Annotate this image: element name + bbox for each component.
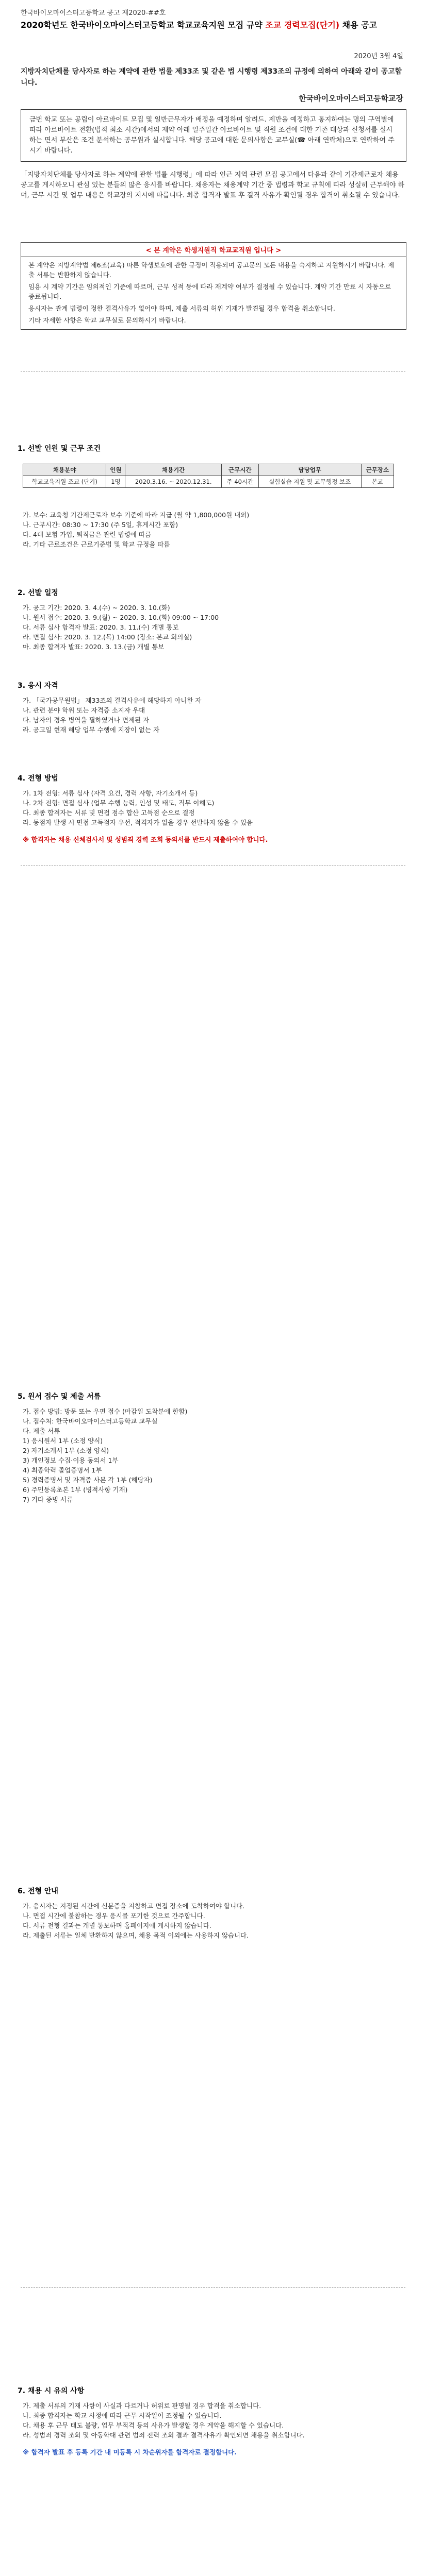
table-cell: 1명 <box>106 476 125 488</box>
table-header-cell: 근무장소 <box>361 464 394 476</box>
table-header-cell: 채용기간 <box>125 464 222 476</box>
conditions-text: 가. 보수: 교육청 기간제근로자 보수 기준에 따라 지급 (월 약 1,800,000원 내외) 나. 근무시간: 08:30 ~ 17:30 (주 5일, 휴게시간 포함) 다. 4대 보험 가입, 퇴직금은 관련 법령에 따름 라. 기타 근로조건은 근로기준법 및 학교 규정을 따름 <box>23 511 250 548</box>
section-heading-4: 4. 전형 방법 <box>18 774 58 783</box>
precautions-text: 가. 제출 서류의 기재 사항이 사실과 다르거나 허위로 판명될 경우 합격을 취소합니다. 나. 최종 합격자는 학교 사정에 따라 근무 시작일이 조정될 수 있습니다. 다. 채용 후 근무 태도 불량, 업무 부적격 등의 사유가 발생할 경우 계약을 해지할 수 있습니다. 라. 성범죄 경력 조회 및 아동학대 관련 범죄 전력 조회 결과 결격사유가 확인되면 채용을 취소합니다. <box>23 2402 305 2439</box>
section-heading-2: 2. 선발 일정 <box>18 589 58 597</box>
eligibility-text: 가. 「국가공무원법」 제33조의 결격사유에 해당하지 아니한 자 나. 관련 분야 학위 또는 자격증 소지자 우대 다. 남자의 경우 병역을 필하였거나 면제된 자 라. 공고일 현재 해당 업무 수행에 지장이 없는 자 <box>23 697 202 734</box>
table-row <box>23 476 394 488</box>
precautions-highlight-text: ※ 합격자 발표 후 등록 기간 내 미등록 시 차순위자를 합격자로 결정합니다. <box>23 2448 237 2456</box>
notice-item: 기타 자세한 사항은 학교 교무실로 문의하시기 바랍니다. <box>28 316 186 324</box>
title-part2: 채용 공고 <box>342 20 378 30</box>
issuer-name: 한국바이오마이스터고등학교장 <box>299 94 403 103</box>
title-part1: 2020학년도 한국바이오마이스터고등학교 학교교육지원 모집 규약 <box>21 20 263 30</box>
section-heading-7: 7. 채용 시 유의 사항 <box>18 2387 85 2395</box>
table-header-row <box>23 464 394 476</box>
contract-notice-box <box>21 242 406 330</box>
table-header-cell: 담당업무 <box>258 464 361 476</box>
jobs-table <box>23 464 394 488</box>
table-header-cell: 채용분야 <box>23 464 106 476</box>
screening-highlight <box>23 835 405 844</box>
document-date: 2020년 3월 4일 <box>354 53 403 60</box>
table-cell: 학교교육지원 조교 (단기) <box>23 476 106 488</box>
application-text: 가. 접수 방법: 방문 또는 우편 접수 (마감일 도착분에 한함) 나. 접수처: 한국바이오마이스터고등학교 교무실 다. 제출 서류 1) 응시원서 1부 (소정 양식) 2) 자기소개서 1부 (소정 양식) 3) 개인정보 수집·이용 동의서 1부 4) 최종학력 졸업증명서 1부 5) 경력증명서 및 자격증 사본 각 1부 (해당자) 6) 주민등록초본 1부 (병적사항 기재) 7) 기타 증빙 서류 <box>23 1408 188 1503</box>
table-cell: 주 40시간 <box>222 476 259 488</box>
document-title <box>21 20 407 31</box>
section-heading-5: 5. 원서 접수 및 제출 서류 <box>18 1393 101 1401</box>
precautions-highlight <box>23 2447 405 2457</box>
guidance-text: 가. 응시자는 지정된 시간에 신분증을 지참하고 면접 장소에 도착하여야 합니다. 나. 면접 시간에 불참하는 경우 응시를 포기한 것으로 간주합니다. 다. 서류 전형 결과는 개별 통보하며 홈페이지에 게시하지 않습니다. 라. 제출된 서류는 일체 반환하지 않으며, 채용 목적 이외에는 사용하지 않습니다. <box>23 1902 249 1939</box>
title-highlight: 조교 경력모집(단기) <box>265 20 340 30</box>
table-header-cell: 인원 <box>106 464 125 476</box>
body-paragraph: 「지방자치단체를 당사자로 하는 계약에 관한 법률 시행령」에 따라 인근 지역 관련 모집 공고에서 다음과 같이 기간제근로자 채용 공고를 게시하오니 관심 있는 분들의 많은 응시를 바랍니다. 채용자는 채용계약 기간 중 법령과 학교 규칙에 따라 성실히 근무해야 하며, 근무 시간 및 업무 내용은 학교장의 지시에 따릅니다. 최종 합격자 발표 후 결격 사유가 확인될 경우 합격이 취소될 수 있습니다. <box>21 171 405 199</box>
divider <box>21 2287 405 2288</box>
section-heading-3: 3. 응시 자격 <box>18 682 58 690</box>
table-header-cell: 근무시간 <box>222 464 259 476</box>
notice-banner <box>21 109 406 162</box>
schedule-text: 가. 공고 기간: 2020. 3. 4.(수) ~ 2020. 3. 10.(화) 나. 원서 접수: 2020. 3. 9.(월) ~ 2020. 3. 10.(화) 09:00 ~ 17:00 다. 서류 심사 합격자 발표: 2020. 3. 11.(수) 개별 통보 라. 면접 심사: 2020. 3. 12.(목) 14:00 (장소: 본교 회의실) 마. 최종 합격자 발표: 2020. 3. 13.(금) 개별 통보 <box>23 604 219 651</box>
notice-item: 본 계약은 지방계약법 제6조(교육) 따른 학생보호에 관한 규정이 적용되며 공고문의 모든 내용을 숙지하고 지원하시기 바랍니다. 제출 서류는 반환하지 않습니다. <box>28 261 395 279</box>
screening-text: 가. 1차 전형: 서류 심사 (자격 요건, 경력 사항, 자기소개서 등) 나. 2차 전형: 면접 심사 (업무 수행 능력, 인성 및 태도, 직무 이해도) 다. 최종 합격자는 서류 및 면접 점수 합산 고득점 순으로 결정 라. 동점자 발생 시 면접 고득점자 우선, 적격자가 없을 경우 선발하지 않을 수 있음 <box>23 789 253 826</box>
intro-text: 지방자치단체를 당사자로 하는 계약에 관한 법률 제33조 및 같은 법 시행령 제33조의 규정에 의하여 아래와 같이 공고합니다. <box>21 67 402 87</box>
table-cell: 2020.3.16. ~ 2020.12.31. <box>125 476 222 488</box>
banner-text: 금번 학교 또는 공립이 아르바이트 모집 및 일반근무자가 배정을 예정하며 알려드. 제반을 예정하고 통지하여는 명의 구역별에 따라 아르바이트 전환(법적 최소 시간)에서의 제약 아래 일주일간 아르바이트 및 직원 조건에 대한 기존 대상과 신청서를 실시하는 면서 부산은 조건 분석하는 공무원과 실시합니다. 해당 공고에 대한 문의사항은 교무실(☎ 아래 연락처)으로 연락하여 주시기 바랍니다. <box>29 116 395 155</box>
section-heading-6: 6. 전형 안내 <box>18 1887 58 1895</box>
notice-item: 임용 시 계약 기간은 임의적인 기준에 따르며, 근무 성적 등에 따라 재계약 여부가 결정될 수 있습니다. 계약 기간 만료 시 자동으로 종료됩니다. <box>28 283 391 300</box>
section-heading-1: 1. 선발 인원 및 근무 조건 <box>18 445 101 453</box>
notice-box-title: < 본 계약은 학생지원직 학교교직원 입니다 > <box>21 243 406 257</box>
notice-item: 응시자는 관계 법령이 정한 결격사유가 없어야 하며, 제출 서류의 허위 기재가 발견될 경우 합격을 취소합니다. <box>28 304 335 312</box>
table-cell: 본교 <box>361 476 394 488</box>
screening-highlight-text: ※ 합격자는 채용 신체검사서 및 성범죄 경력 조회 동의서를 반드시 제출하여야 합니다. <box>23 836 268 843</box>
table-cell: 실험실습 지원 및 교무행정 보조 <box>258 476 361 488</box>
notice-list <box>28 260 399 325</box>
document-number: 한국바이오마이스터고등학교 공고 제2020-##호 <box>21 9 166 17</box>
